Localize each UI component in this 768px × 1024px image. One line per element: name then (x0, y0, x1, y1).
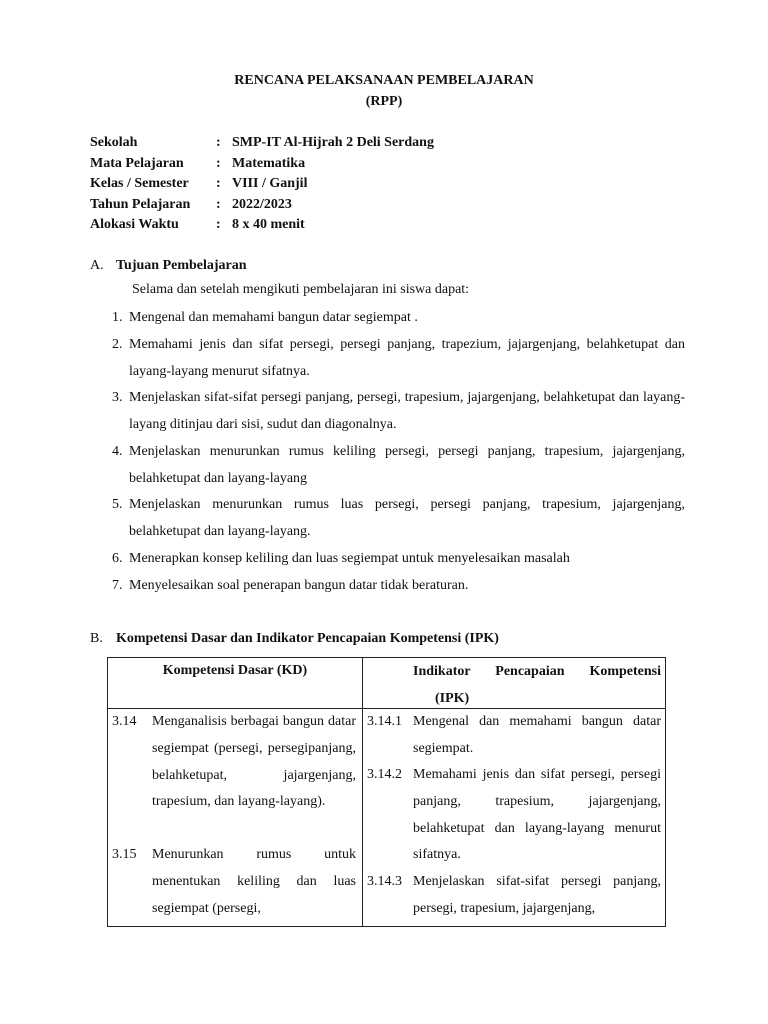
goal-text: Menjelaskan sifat-sifat persegi panjang, persegi, trapesium, jajargenjang, belahketupat dan layang-layang ditinjau dari sisi, sudut dan diagonalnya. (129, 390, 685, 432)
info-value: 2022/2023 (232, 196, 292, 212)
table-header-ipk (413, 658, 661, 712)
kd-code: 3.14 (112, 714, 137, 729)
goal-text: Mengenal dan memahami bangun datar segiempat . (129, 310, 418, 325)
kd-text: Menganalisis berbagai bangun datar segiempat (persegi, persegipanjang, belahketupat, jajargenjang, trapesium, dan layang-layang). (152, 714, 356, 810)
ipk-code: 3.14.3 (367, 874, 402, 889)
goal-number: 3. (112, 390, 123, 405)
info-row-sekolah (90, 135, 434, 156)
ipk-item (367, 869, 661, 923)
goal-item (112, 491, 685, 545)
ipk-item (367, 709, 661, 763)
goal-text: Menjelaskan menurunkan rumus keliling persegi, persegi panjang, trapesium, jajargenjang, belahketupat dan layang-layang (129, 444, 685, 486)
ipk-text: Memahami jenis dan sifat persegi, persegi panjang, trapesium, jajargenjang, belahketupat dan layang-layang menurut sifatnya. (413, 767, 661, 863)
info-value: VIII / Ganjil (232, 176, 308, 191)
info-label: Alokasi Waktu (90, 217, 179, 232)
kd-code: 3.15 (112, 847, 137, 862)
info-colon: : (216, 176, 221, 191)
ipk-text: Menjelaskan sifat-sifat persegi panjang, persegi, trapesium, jajargenjang, (413, 874, 661, 916)
table-header-ipk-line1: Indikator Pencapaian Kompetensi (413, 664, 661, 679)
section-a-intro: Selama dan setelah mengikuti pembelajaran ini siswa dapat: (132, 282, 470, 297)
section-title: Kompetensi Dasar dan Indikator Pencapaian Kompetensi (IPK) (116, 631, 499, 646)
ipk-text: Mengenal dan memahami bangun datar segiempat. (413, 714, 661, 756)
info-colon: : (216, 135, 221, 150)
info-value: 8 x 40 menit (232, 217, 305, 232)
goal-item (112, 331, 685, 385)
kd-ipk-table (107, 657, 666, 927)
section-letter: B. (90, 631, 103, 646)
goal-number: 4. (112, 444, 123, 459)
info-label: Kelas / Semester (90, 176, 189, 191)
info-value: Matematika (232, 155, 306, 171)
section-letter: A. (90, 258, 104, 273)
info-label: Mata Pelajaran (90, 155, 184, 171)
identity-block (90, 135, 434, 238)
kd-text: Menurunkan rumus untuk menentukan keliling dan luas segiempat (persegi, (152, 847, 356, 916)
goal-number: 2. (112, 337, 123, 352)
ipk-code: 3.14.2 (367, 767, 402, 782)
goal-text: Memahami jenis dan sifat persegi, persegi panjang, trapezium, jajargenjang, belahketupat dan layang-layang menurut sifatnya. (129, 337, 685, 379)
info-row-alokasi-waktu (90, 217, 434, 238)
table-header-ipk-line2: (IPK) (435, 691, 470, 706)
info-value: SMP-IT Al-Hijrah 2 Deli Serdang (232, 135, 434, 150)
kd-item (112, 709, 356, 816)
info-row-tahun-pelajaran (90, 197, 434, 218)
ipk-code: 3.14.1 (367, 714, 402, 729)
goal-number: 5. (112, 497, 123, 512)
info-row-kelas-semester (90, 176, 434, 197)
document-title: RENCANA PELAKSANAAN PEMBELAJARAN (234, 73, 534, 88)
ipk-item (367, 762, 661, 869)
goal-text: Menyelesaikan soal penerapan bangun datar tidak beraturan. (129, 578, 469, 593)
goal-item (112, 384, 685, 438)
goal-item (112, 438, 685, 492)
section-a-heading (90, 258, 247, 274)
section-b-heading (90, 631, 499, 647)
info-colon: : (216, 155, 221, 171)
goal-number: 7. (112, 578, 123, 593)
info-colon: : (216, 217, 221, 232)
goal-text: Menjelaskan menurunkan rumus luas persegi, persegi panjang, trapesium, jajargenjang, belahketupat dan layang-layang. (129, 497, 685, 539)
table-header-kd: Kompetensi Dasar (KD) (162, 663, 308, 678)
info-row-mata-pelajaran (90, 156, 434, 177)
goal-item (112, 304, 685, 331)
info-colon: : (216, 196, 221, 212)
info-label: Sekolah (90, 135, 138, 150)
goal-number: 1. (112, 310, 123, 325)
section-title: Tujuan Pembelajaran (116, 258, 247, 273)
info-label: Tahun Pelajaran (90, 196, 191, 212)
kd-item (112, 842, 356, 922)
goal-number: 6. (112, 551, 123, 566)
document-subtitle: (RPP) (365, 94, 403, 109)
goal-item (112, 545, 685, 572)
goal-text: Menerapkan konsep keliling dan luas segiempat untuk menyelesaikan masalah (129, 551, 570, 566)
table-column-divider (362, 658, 363, 926)
goal-item (112, 572, 685, 599)
